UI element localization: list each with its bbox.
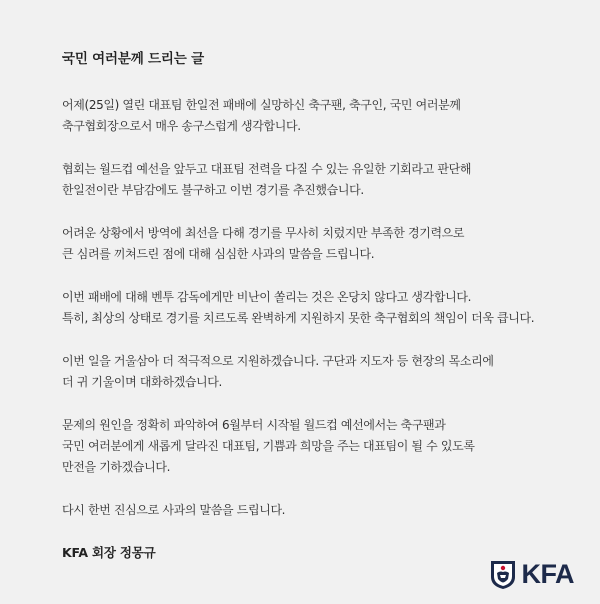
kfa-logo-text: KFA: [521, 559, 574, 589]
signature: KFA 회장 정몽규: [62, 545, 156, 560]
paragraph-5: [62, 351, 582, 393]
paragraph-line: 한일전이란 부담감에도 불구하고 이번 경기를 추진했습니다.: [62, 183, 364, 197]
paragraph-line: 만전을 기하겠습니다.: [62, 460, 171, 474]
paragraph-line: 이번 일을 거울삼아 더 적극적으로 지원하겠습니다. 구단과 지도자 등 현장의 목소리에: [62, 354, 494, 368]
paragraph-line: 국민 여러분에게 새롭게 달라진 대표팀, 기쁨과 희망을 주는 대표팀이 될 수 있도록: [62, 439, 475, 453]
kfa-crest-icon: [490, 560, 516, 590]
paragraph-4: [62, 287, 582, 329]
paragraph-1: [62, 95, 582, 137]
paragraph-line: 특히, 최상의 상태로 경기를 치르도록 완벽하게 지원하지 못한 축구협회의 책임이 더욱 큽니다.: [62, 311, 535, 325]
letter: [62, 47, 582, 561]
paragraph-7: [62, 500, 582, 521]
paragraph-line: 다시 한번 진심으로 사과의 말씀을 드립니다.: [62, 503, 286, 517]
paragraph-2: [62, 159, 582, 201]
paragraph-line: 더 귀 기울이며 대화하겠습니다.: [62, 375, 223, 389]
paragraph-line: 어려운 상황에서 방역에 최선을 다해 경기를 무사히 치렀지만 부족한 경기력으로: [62, 226, 465, 240]
paragraph-line: 큰 심려를 끼쳐드린 점에 대해 심심한 사과의 말씀을 드립니다.: [62, 247, 375, 261]
kfa-logo: [490, 559, 575, 590]
paragraph-line: 축구협회장으로서 매우 송구스럽게 생각합니다.: [62, 119, 301, 133]
paragraph-3: [62, 223, 582, 265]
paragraph-6: [62, 415, 582, 478]
paragraph-line: 문제의 원인을 정확히 파악하여 6월부터 시작될 월드컵 예선에서는 축구팬과: [62, 418, 446, 432]
letter-title: 국민 여러분께 드리는 글: [62, 51, 204, 67]
paragraph-line: 어제(25일) 열린 대표팀 한일전 패배에 실망하신 축구팬, 축구인, 국민 여러분께: [62, 98, 461, 112]
paragraph-line: 이번 패배에 대해 벤투 감독에게만 비난이 쏠리는 것은 온당치 않다고 생각합니다.: [62, 290, 472, 304]
paragraph-line: 협회는 월드컵 예선을 앞두고 대표팀 전력을 다질 수 있는 유일한 기회라고 판단해: [62, 162, 472, 176]
